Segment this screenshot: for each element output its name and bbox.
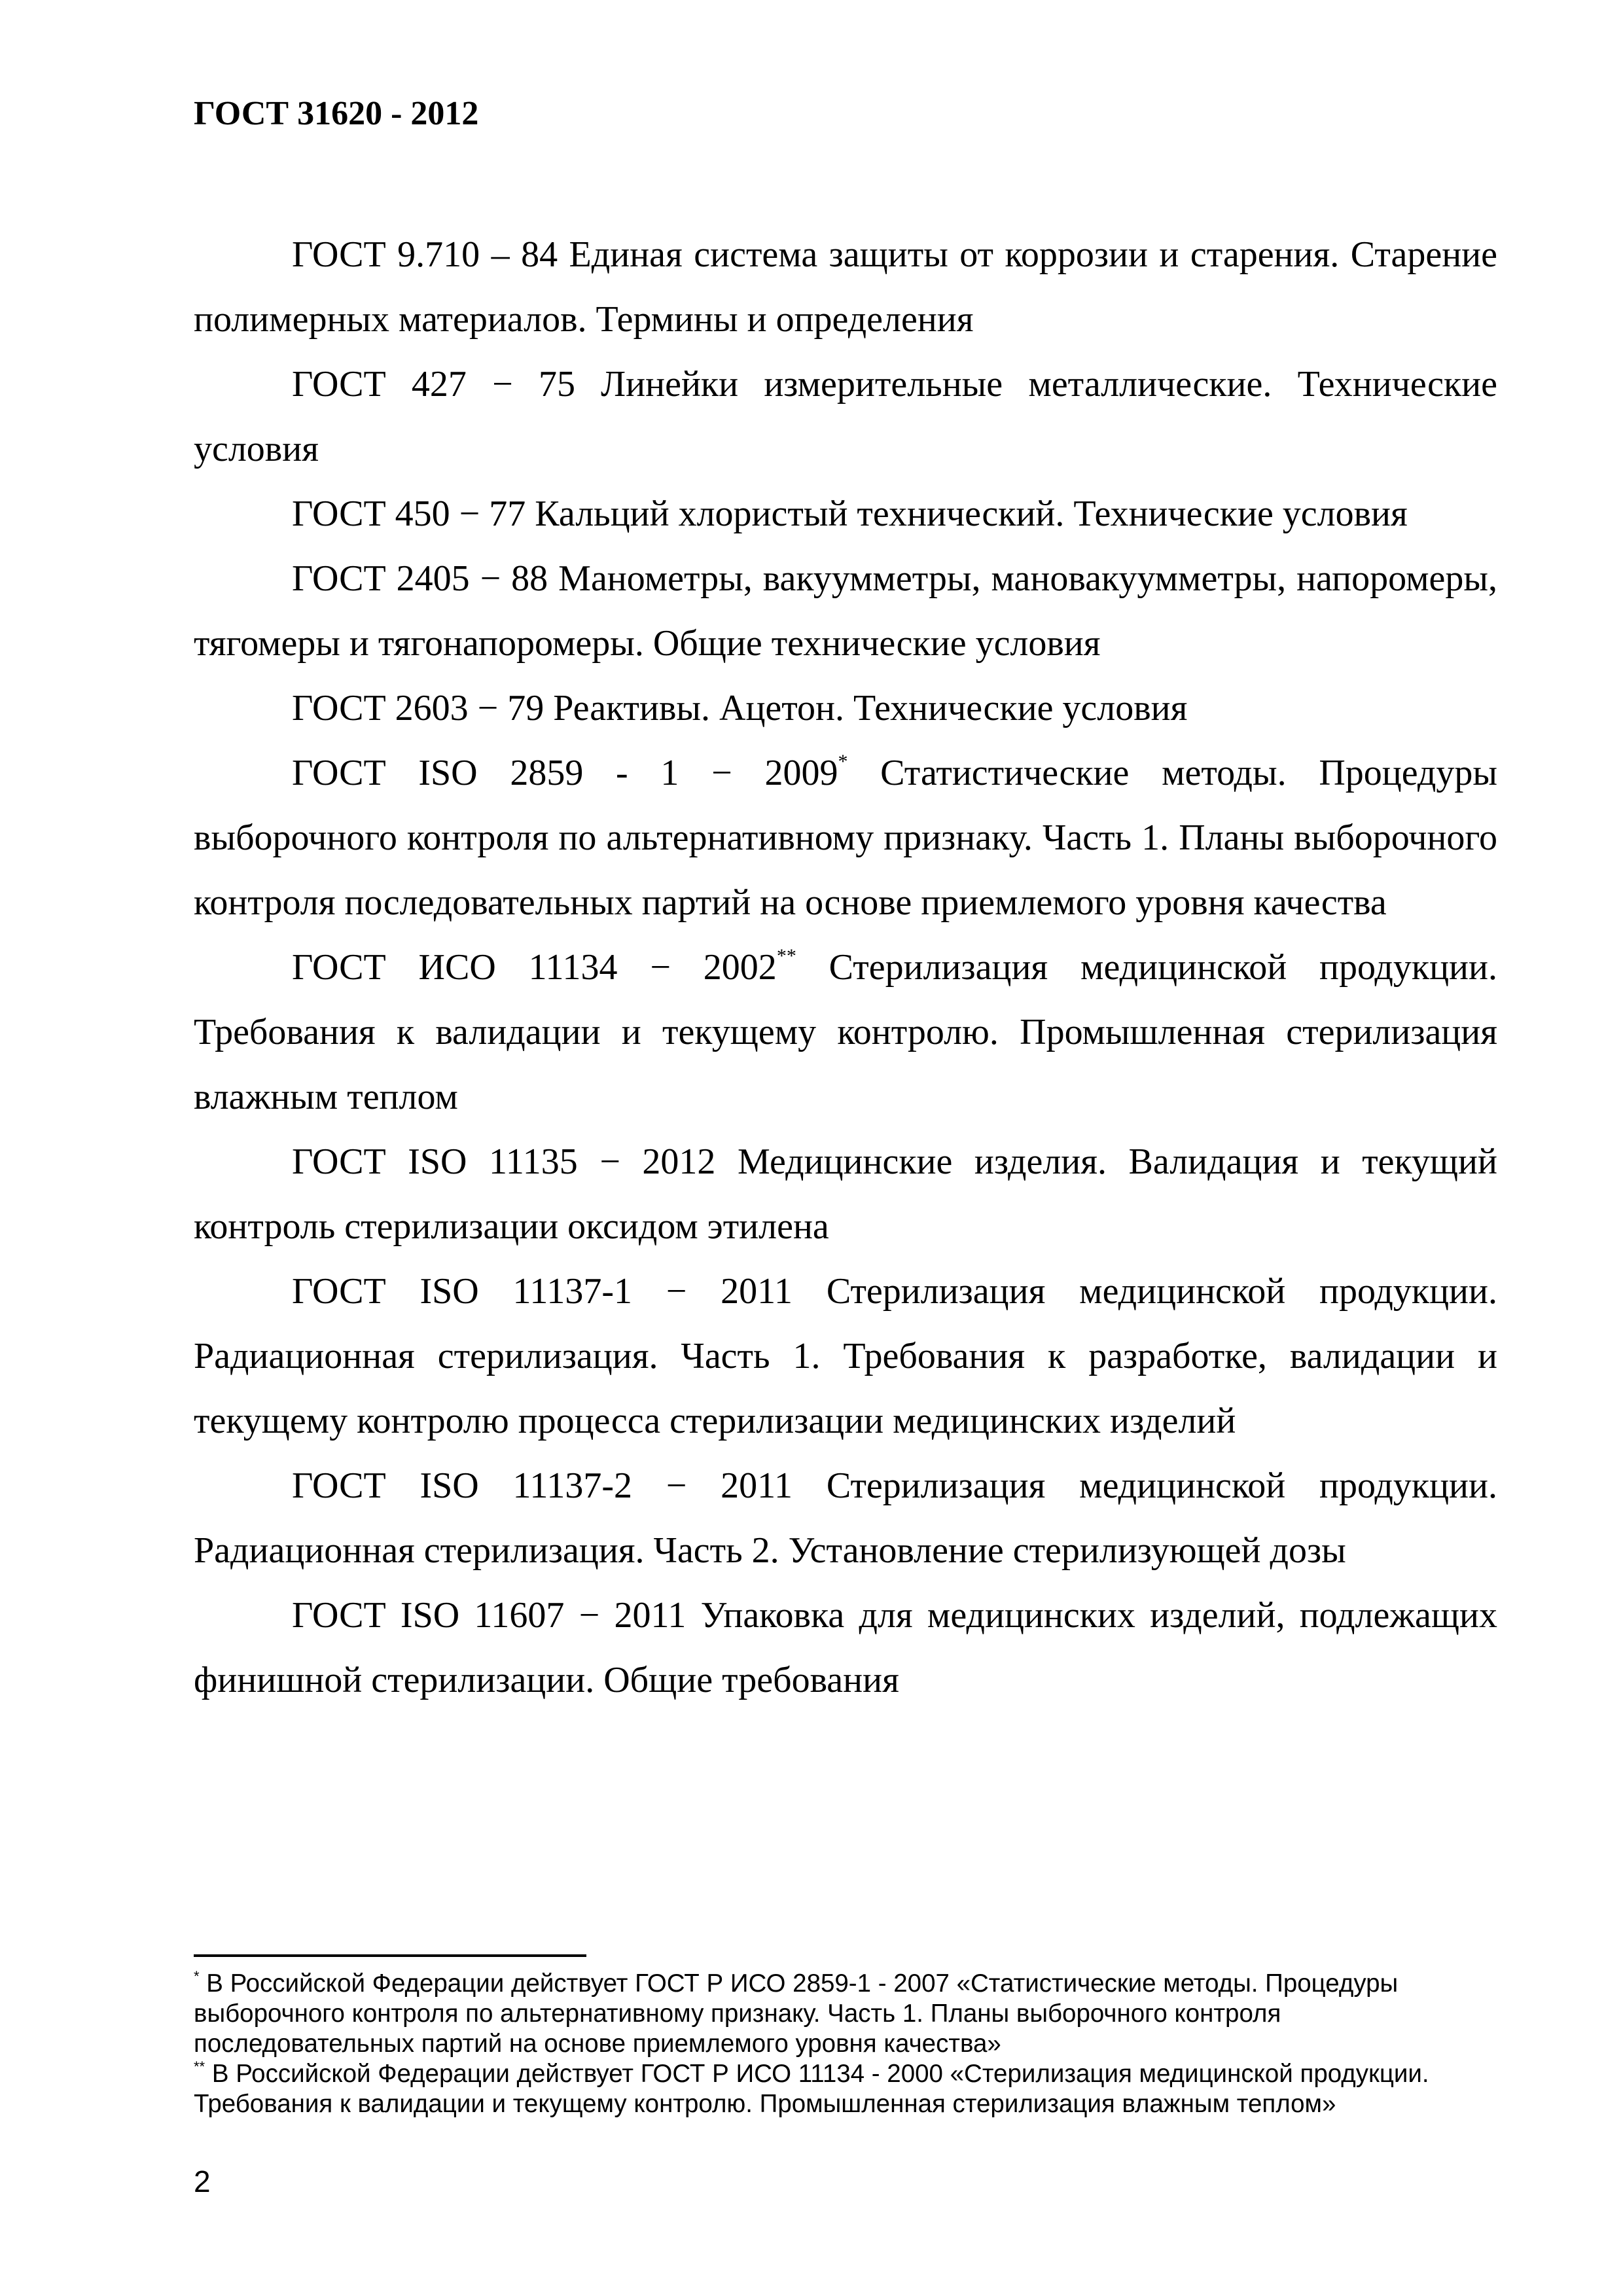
- reference-item: ГОСТ ISO 11137-2 − 2011 Стерилизация медицинской продукции. Радиационная стерилизация. Часть 2. Установление стерилизующей дозы: [194, 1465, 1497, 1571]
- reference-item: ГОСТ ISO 11135 − 2012 Медицинские изделия. Валидация и текущий контроль стерилизации оксидом этилена: [194, 1141, 1497, 1247]
- reference-title: Стерилизация медицинской продукции. Требования к валидации и текущему контролю. Промышленная стерилизация влажным теплом: [194, 947, 1497, 1117]
- footnotes: [194, 1969, 1497, 2119]
- footnote-text: В Российской Федерации действует ГОСТ Р ИСО 2859-1 - 2007 «Статистические методы. Процедуры выборочного контроля по альтернативному признаку. Часть 1. Планы выборочного контроля последовательных партий на основе приемлемого уровня качества»: [194, 1969, 1399, 2058]
- reference-item: ГОСТ 2405 − 88 Манометры, вакуумметры, мановакуумметры, напоромеры, тягомеры и тягонапоромеры. Общие технические условия: [194, 558, 1497, 664]
- footnote: [194, 2059, 1497, 2119]
- footnote-marker: *: [838, 751, 848, 772]
- reference-item: ГОСТ 9.710 – 84 Единая система защиты от коррозии и старения. Старение полимерных материалов. Термины и определения: [194, 234, 1497, 340]
- footnote-marker: **: [776, 945, 796, 967]
- reference-item: ГОСТ ISO 11607 − 2011 Упаковка для медицинских изделий, подлежащих финишной стерилизации. Общие требования: [194, 1595, 1497, 1700]
- footnote: [194, 1969, 1497, 2059]
- reference-item: ГОСТ ISO 11137-1 − 2011 Стерилизация медицинской продукции. Радиационная стерилизация. Часть 1. Требования к разработке, валидации и текущему контролю процесса стерилизации медицинских изделий: [194, 1271, 1497, 1441]
- normative-references: [194, 223, 1497, 1713]
- reference-item: ГОСТ 2603 − 79 Реактивы. Ацетон. Технические условия: [292, 688, 1188, 728]
- reference-code: ГОСТ ИСО 11134 − 2002: [292, 947, 777, 988]
- reference-title: Статистические методы. Процедуры выборочного контроля по альтернативному признаку. Часть 1. Планы выборочного контроля последовательных партий на основе приемлемого уровня качества: [194, 753, 1497, 923]
- reference-item: ГОСТ 450 − 77 Кальций хлористый технический. Технические условия: [292, 493, 1408, 534]
- reference-item: [194, 741, 1497, 935]
- page-number: 2: [194, 2164, 211, 2198]
- reference-item: ГОСТ 427 − 75 Линейки измерительные металлические. Технические условия: [194, 364, 1497, 469]
- reference-code: ГОСТ ISO 2859 - 1 − 2009: [292, 753, 838, 793]
- footnote-text: В Российской Федерации действует ГОСТ Р ИСО 11134 - 2000 «Стерилизация медицинской продукции. Требования к валидации и текущему контролю. Промышленная стерилизация влажным теплом»: [194, 2060, 1429, 2118]
- reference-item: [194, 935, 1497, 1130]
- document-header: ГОСТ 31620 - 2012: [194, 95, 479, 132]
- footnote-separator: [194, 1954, 586, 1957]
- footnote-marker: **: [194, 2058, 205, 2075]
- footnote-marker: *: [194, 1968, 200, 1984]
